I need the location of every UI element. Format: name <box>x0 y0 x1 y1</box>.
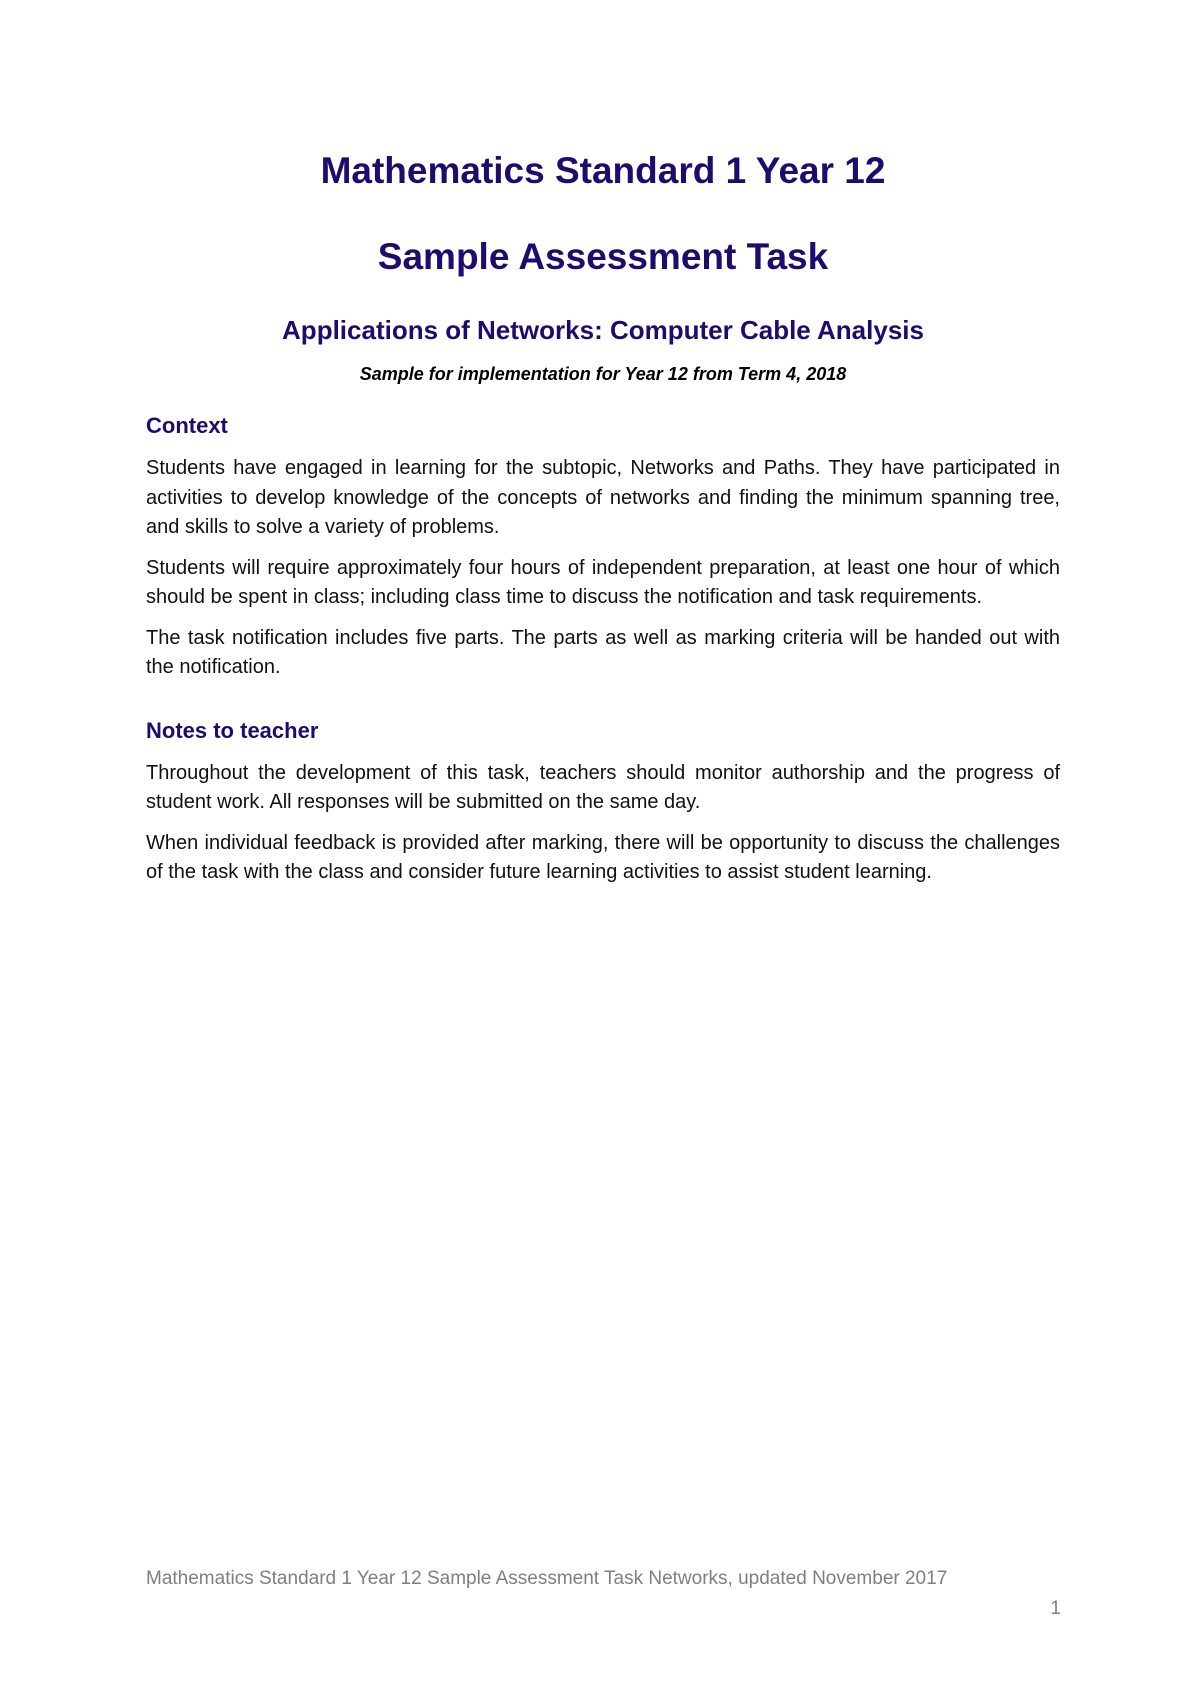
document-title: Mathematics Standard 1 Year 12 <box>320 150 886 191</box>
notes-paragraph: When individual feedback is provided after marking, there will be opportunity to discuss the challenges of the task with the class and consider future learning activities to assist student learning. <box>146 831 1060 883</box>
section-heading-notes-to-teacher: Notes to teacher <box>146 717 319 743</box>
notes-paragraph: Throughout the development of this task, teachers should monitor authorship and the progress of student work. All responses will be submitted on the same day. <box>146 761 1060 813</box>
page-number: 1 <box>1050 1598 1061 1619</box>
page-footer: Mathematics Standard 1 Year 12 Sample Assessment Task Networks, updated November 2017 <box>146 1568 948 1589</box>
document-title-secondary: Sample Assessment Task <box>377 236 829 277</box>
context-paragraph: Students will require approximately four hours of independent preparation, at least one hour of which should be spent in class; including class time to discuss the notification and task requirements. <box>146 556 1060 608</box>
document-subtitle: Applications of Networks: Computer Cable Analysis <box>282 315 924 345</box>
section-heading-context: Context <box>146 413 228 438</box>
page-content <box>146 140 1060 888</box>
implementation-note: Sample for implementation for Year 12 from Term 4, 2018 <box>359 364 847 384</box>
context-paragraph: The task notification includes five parts. The parts as well as marking criteria will be handed out with the notification. <box>146 626 1060 678</box>
context-paragraph: Students have engaged in learning for the subtopic, Networks and Paths. They have participated in activities to develop knowledge of the concepts of networks and finding the minimum spanning tree, and skills to solve a variety of problems. <box>146 457 1060 538</box>
